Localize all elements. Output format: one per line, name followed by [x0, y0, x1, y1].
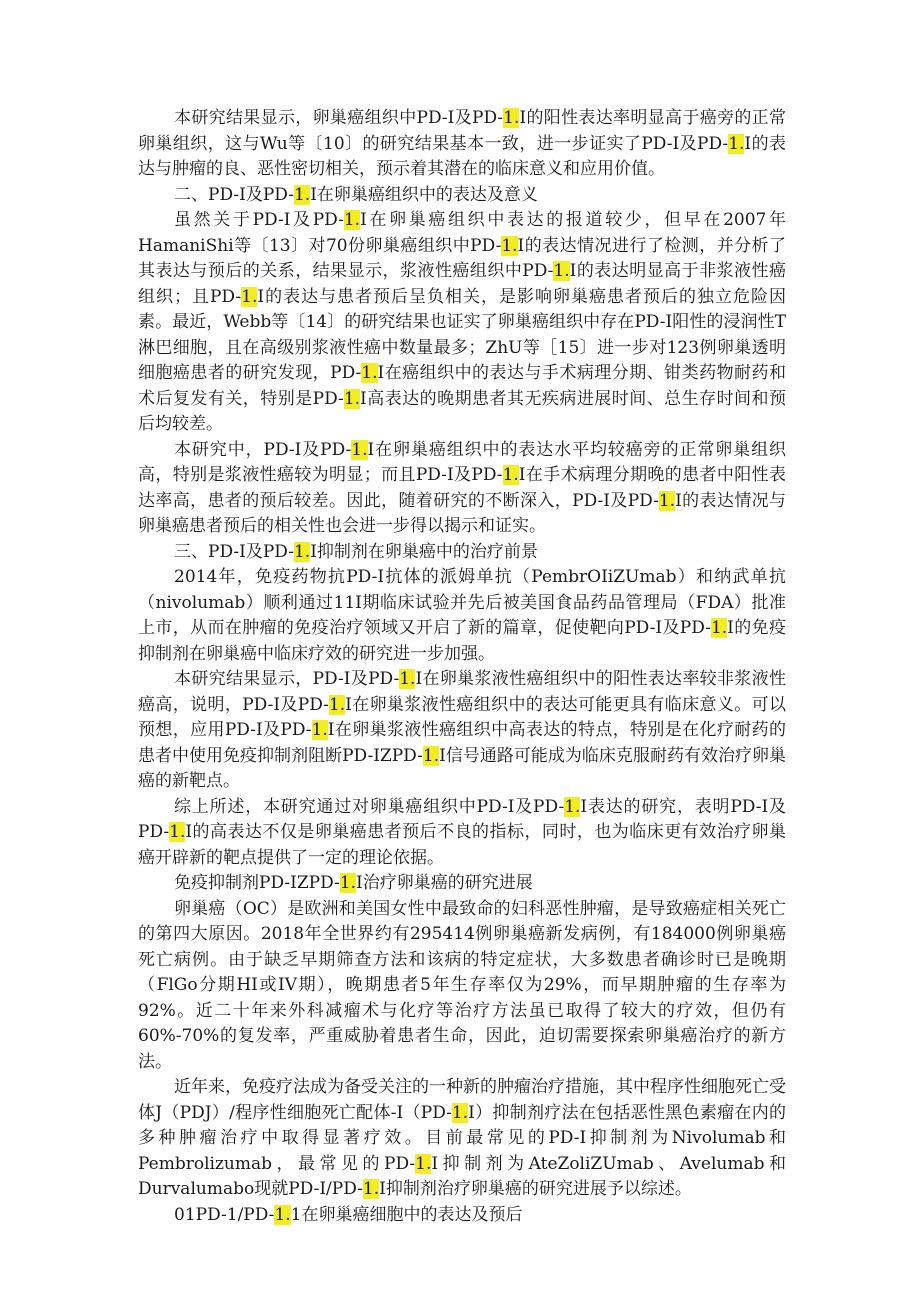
highlight-mark: 1.: [710, 618, 728, 638]
text-run: I治疗卵巢癌的研究进展: [356, 873, 533, 893]
text-run: I在卵巢浆液性癌组织中高表达的特点，特别是在化疗耐药的患者中使用免疫抑制剂阻断PD-IZPD-: [138, 720, 786, 766]
highlight-mark: 1.: [361, 363, 378, 383]
text-run: 近年来，免疫疗法成为备受关注的一种新的肿瘤治疗措施，其中程序性细胞死亡受体J（PDJ）/程序性细胞死亡配体-I（PD-: [138, 1077, 786, 1123]
text-run: 本研究中，PD-I及PD-: [174, 439, 352, 460]
body-paragraph: [138, 208, 786, 438]
text-run: 本研究结果显示，卵巢癌组织中PD-I及PD-: [174, 108, 504, 128]
text-run: 卵巢癌（OC）是欧洲和美国女性中最致命的妇科恶性肿瘤，是导致癌症相关死亡的第四大原因。2018年全世界约有295414例卵巢癌新发病例，有184000例卵巢癌死亡病例。由于缺乏早期筛查方法和该病的特定症状，大多数患者确诊时已是晚期（FlGo分期HI或IV期），晚期患者5年生存率仅为29%，而早期肿瘤的生存率为92%。近二十年来外科减瘤术与化疗等治疗方法虽已取得了较大的疗效，但仍有60%-70%的复发率，严重威胁着患者生命，因此，迫切需要探索卵巢癌治疗的新方法。: [138, 898, 786, 1072]
text-run: I在卵巢浆液性癌组织中的阳性表达率较非浆液性癌高，说明，PD-I及PD-: [138, 669, 786, 715]
body-paragraph: [138, 565, 786, 667]
section-heading: [138, 871, 786, 897]
text-run: I高表达的晚期患者其无疾病进展时间、总生存时间和预后均较差。: [138, 388, 786, 434]
text-run: I的免疫抑制剂在卵巢癌中临床疗效的研究进一步加强。: [138, 618, 786, 664]
highlight-mark: 1.: [343, 210, 361, 230]
highlight-mark: 1.: [343, 388, 361, 409]
text-run: 本研究结果显示，PD-I及PD-: [174, 669, 400, 689]
text-run: I）抑制剂疗法在包括恶性黑色素瘤在内的多种肿瘤治疗中取得显著疗效。目前最常见的PD-I抑制剂为Nivolumab和Pembrolizumab，最常见的PD-: [138, 1102, 786, 1174]
text-run: I的表达与肿瘤的良、恶性密切相关，预示着其潜在的临床意义和应用价值。: [138, 133, 786, 179]
highlight-mark: 1.: [351, 439, 368, 460]
body-paragraph: [138, 897, 786, 1076]
text-run: 三、PD-I及PD-: [174, 541, 294, 562]
text-run: I抑制剂治疗卵巢癌的研究进展予以综述。: [379, 1179, 692, 1199]
section-heading: [138, 1203, 786, 1229]
highlight-mark: 1.: [399, 669, 416, 689]
text-run: I的表达情况进行了检测，并分析了其表达与预后的关系，结果显示，浆液性癌组织中PD-: [138, 235, 786, 281]
text-run: I表达的研究，表明PD-I及PD-: [138, 796, 786, 842]
highlight-mark: 1.: [328, 694, 346, 715]
text-run: I抑制剂为AteZoliZUmab、Avelumab和Durvalumabo现就PD-I/PD-: [138, 1153, 786, 1199]
highlight-mark: 1.: [502, 465, 519, 485]
text-run: I的阳性表达率明显高于癌旁的正常卵巢组织，这与Wu等〔10〕的研究结果基本一致，进一步证实了PD-I及PD-: [138, 108, 786, 154]
section-heading: [138, 183, 786, 209]
text-run: 虽然关于PD-I及PD-: [174, 210, 344, 230]
body-paragraph: [138, 438, 786, 540]
highlight-mark: 1.: [501, 235, 518, 256]
highlight-mark: 1.: [241, 286, 258, 307]
highlight-mark: 1.: [728, 133, 745, 154]
text-run: 01PD-1/PD-: [174, 1204, 275, 1225]
highlight-mark: 1.: [658, 490, 676, 511]
body-paragraph: [138, 1075, 786, 1203]
text-run: I在手术病理分期晚的患者中阳性表达率高，患者的预后较差。因此，随着研究的不断深入，PD-I及PD-: [138, 465, 786, 511]
text-run: 2014年，免疫药物抗PD-I抗体的派姆单抗（PembrOIiZUmab）和纳武单抗（nivolumab）顺利通过11I期临床试验并先后被美国食品药品管理局（FDA）批准上市，从而在肿瘤的免疫治疗领域又开启了新的篇章，促使靶向PD-I及PD-: [138, 567, 786, 638]
text-run: I的表达情况与卵巢癌患者预后的相关性也会进一步得以揭示和证实。: [138, 490, 786, 536]
highlight-mark: 1.: [564, 796, 581, 817]
highlight-mark: 1.: [274, 1204, 291, 1225]
highlight-mark: 1.: [553, 261, 570, 281]
body-paragraph: [138, 106, 786, 183]
text-run: I在卵巢癌组织中的表达水平均较癌旁的正常卵巢组织高，特别是浆液性癌较为明显；而且PD-I及PD-: [138, 439, 786, 485]
text-run: I抑制剂在卵巢癌中的治疗前景: [310, 541, 538, 562]
text-run: I在卵巢癌组织中的表达及意义: [310, 184, 538, 205]
highlight-mark: 1.: [415, 1153, 432, 1174]
highlight-mark: 1.: [451, 1102, 469, 1123]
text-run: I的表达与患者预后呈负相关，是影响卵巢癌患者预后的独立危险因素。最近，Webb等〔14〕的研究结果也证实了卵巢癌组织中存在PD-I阳性的浸润性T淋巴细胞，且在高级别浆液性癌中数量最多；ZhU等［15〕进一步对123例卵巢透明细胞癌患者的研究发现，PD-: [138, 286, 786, 383]
highlight-mark: 1.: [293, 184, 311, 205]
section-heading: [138, 540, 786, 566]
text-run: 综上所述，本研究通过对卵巢癌组织中PD-I及PD-: [174, 796, 565, 817]
highlight-mark: 1.: [311, 720, 328, 740]
text-run: I在癌组织中的表达与手术病理分期、钳类药物耐药和术后复发有关，特别是PD-: [138, 363, 786, 409]
highlight-mark: 1.: [422, 745, 440, 766]
highlight-mark: 1.: [362, 1179, 380, 1199]
highlight-mark: 1.: [169, 822, 186, 842]
text-run: 二、PD-I及PD-: [174, 184, 294, 205]
document-body: [138, 106, 786, 1228]
text-run: I在卵巢浆液性癌组织中的表达可能更具有临床意义。可以预想，应用PD-I及PD-: [138, 694, 786, 740]
text-run: I信号通路可能成为临床克服耐药有效治疗卵巢癌的新靶点。: [138, 745, 786, 791]
highlight-mark: 1.: [339, 873, 357, 893]
text-run: 1在卵巢癌细胞中的表达及预后: [290, 1204, 523, 1225]
text-run: 免疫抑制剂PD-IZPD-: [174, 873, 340, 893]
text-run: I的高表达不仅是卵巢癌患者预后不良的指标，同时，也为临床更有效治疗卵巢癌开辟新的靶点提供了一定的理论依据。: [138, 822, 786, 868]
text-run: I的表达明显高于非浆液性癌组织；且PD-: [138, 261, 786, 307]
body-paragraph: [138, 795, 786, 872]
text-run: I在卵巢癌组织中表达的报道较少，但早在2007年HamaniShi等〔13〕对70份卵巢癌组织中PD-: [138, 210, 786, 256]
highlight-mark: 1.: [293, 541, 311, 562]
body-paragraph: [138, 667, 786, 795]
highlight-mark: 1.: [503, 108, 520, 128]
